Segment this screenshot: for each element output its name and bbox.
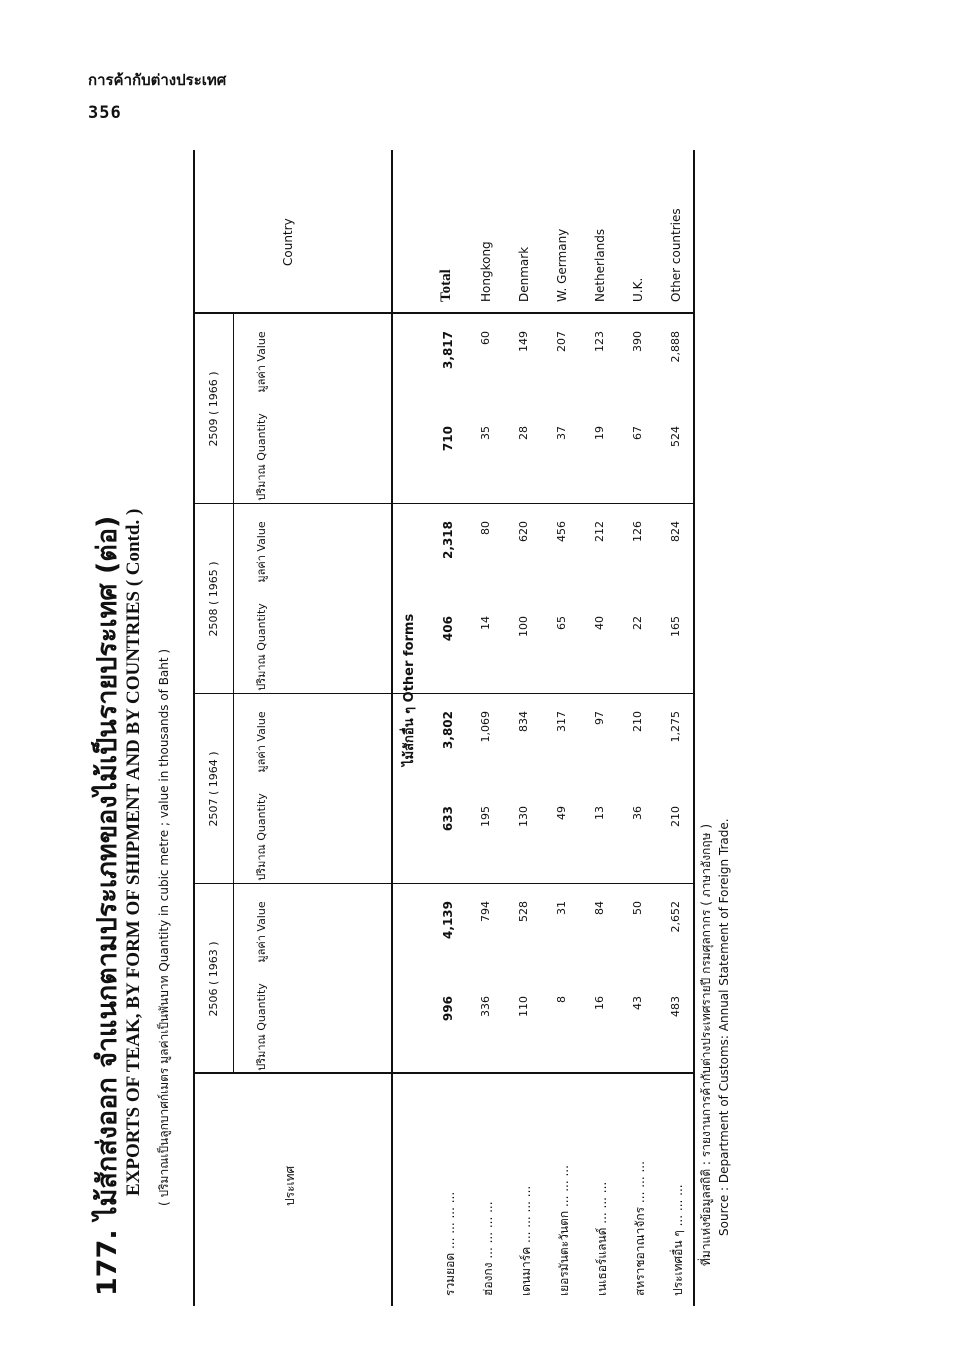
table-cell: 123	[593, 331, 606, 352]
table-cell: 37	[555, 426, 568, 440]
table-cell: 165	[669, 616, 682, 637]
export-table	[193, 150, 695, 1306]
source-thai: ที่มาแห่งข้อมูลสถิติ : รายงานการค้ากับต่างประเทศรายปี กรมศุลกากร ( ภาษาอังกฤษ )	[699, 824, 713, 1266]
table-cell: 834	[517, 711, 530, 732]
year-col-rule	[193, 693, 695, 694]
row-label-en: U.K.	[631, 277, 645, 302]
table-title-thai: 177. ไม้สักส่งออก จำแนกตามประเภทของไม้เป็นรายประเทศ (ต่อ)	[92, 515, 123, 1296]
table-title-english: EXPORTS OF TEAK, BY FORM OF SHIPMENT AND BY COUNTRIES ( Contd. )	[123, 508, 144, 1196]
year-header: 2509 ( 1966 )	[207, 371, 220, 447]
table-cell: 8	[555, 996, 568, 1003]
header-bottom-rule	[391, 150, 393, 1306]
table-cell: 67	[631, 426, 644, 440]
table-cell: 19	[593, 426, 606, 440]
table-cell: 2,318	[441, 521, 455, 559]
table-cell: 80	[479, 521, 492, 535]
table-cell: 483	[669, 996, 682, 1017]
table-cell: 60	[479, 331, 492, 345]
table-cell: 49	[555, 806, 568, 820]
row-label-en: Hongkong	[479, 241, 493, 302]
row-label-en: Other countries	[669, 208, 683, 302]
table-cell: 524	[669, 426, 682, 447]
row-label-thai: ประเทศอื่น ๆ ... ... ...	[671, 1184, 685, 1296]
table-cell: 97	[593, 711, 606, 725]
table-cell: 528	[517, 901, 530, 922]
table-cell: 31	[555, 901, 568, 915]
table-cell: 16	[593, 996, 606, 1010]
row-label-thai: เดนมาร์ค ... ... ... ...	[519, 1185, 533, 1296]
table-cell: 710	[441, 426, 455, 452]
row-label-thai: ฮ่องกง ... ... ... ...	[481, 1201, 495, 1296]
table-cell: 3,817	[441, 331, 455, 369]
table-cell: 110	[517, 996, 530, 1017]
table-cell: 43	[631, 996, 644, 1010]
title-block	[85, 150, 193, 1306]
table-cell: 1,069	[479, 711, 492, 743]
table-cell: 456	[555, 521, 568, 542]
table-top-rule	[193, 150, 195, 1306]
country-col-rule	[193, 1072, 695, 1074]
running-header: การค้ากับต่างประเทศ	[88, 71, 227, 89]
table-cell: 36	[631, 806, 644, 820]
country-header-en: Country	[281, 218, 295, 266]
table-cell: 195	[479, 806, 492, 827]
table-cell: 1,275	[669, 711, 682, 743]
row-label-thai: รวมยอด ... ... ... ...	[443, 1191, 457, 1296]
row-label-en: Denmark	[517, 246, 531, 302]
value-header: มูลค่า Value	[255, 711, 268, 773]
year-header: 2508 ( 1965 )	[207, 561, 220, 637]
table-cell: 130	[517, 806, 530, 827]
table-cell: 210	[631, 711, 644, 732]
table-cell: 2,652	[669, 901, 682, 933]
table-unit-note: ( ปริมาณเป็นลูกบาศก์เมตร มูลค่าเป็นพันบาท Quantity in cubic metre ; value in thousands of Baht )	[157, 648, 171, 1206]
quantity-header: ปริมาณ Quantity	[255, 793, 268, 881]
table-cell: 40	[593, 616, 606, 630]
table-cell: 50	[631, 901, 644, 915]
table-cell: 149	[517, 331, 530, 352]
row-label-en: W. Germany	[555, 228, 569, 302]
table-cell: 620	[517, 521, 530, 542]
table-cell: 212	[593, 521, 606, 542]
table-cell: 390	[631, 331, 644, 352]
table-cell: 14	[479, 616, 492, 630]
table-cell: 84	[593, 901, 606, 915]
table-cell: 126	[631, 521, 644, 542]
table-bottom-rule	[693, 150, 695, 1306]
table-cell: 207	[555, 331, 568, 352]
year-header: 2506 ( 1963 )	[207, 941, 220, 1017]
table-cell: 65	[555, 616, 568, 630]
table-cell: 2,888	[669, 331, 682, 363]
quantity-header: ปริมาณ Quantity	[255, 413, 268, 501]
country-header-thai: ประเทศ	[283, 1165, 297, 1206]
table-cell: 3,802	[441, 711, 455, 749]
table-cell: 35	[479, 426, 492, 440]
section-label: ไม้สักอื่น ๆ Other forms	[402, 613, 417, 766]
quantity-header: ปริมาณ Quantity	[255, 603, 268, 691]
row-label-en: Total	[438, 269, 454, 302]
source-english: Source : Department of Customs: Annual Statement of Foreign Trade.	[717, 818, 731, 1236]
quantity-header: ปริมาณ Quantity	[255, 983, 268, 1071]
table-cell: 824	[669, 521, 682, 542]
table-cell: 406	[441, 616, 455, 642]
value-header: มูลค่า Value	[255, 901, 268, 963]
table-cell: 4,139	[441, 901, 455, 939]
year-sub-rule	[233, 314, 234, 1074]
value-header: มูลค่า Value	[255, 521, 268, 583]
table-cell: 22	[631, 616, 644, 630]
row-label-thai: สหราชอาณาจักร ... ... ...	[633, 1161, 647, 1296]
year-col-rule	[193, 503, 695, 504]
rotated-table-page	[85, 150, 735, 1306]
table-cell: 633	[441, 806, 455, 832]
table-cell: 996	[441, 996, 455, 1022]
row-label-thai: เนเธอร์แลนด์ ... ... ...	[595, 1181, 609, 1296]
year-header: 2507 ( 1964 )	[207, 751, 220, 827]
row-label-en: Netherlands	[593, 228, 607, 302]
table-cell: 210	[669, 806, 682, 827]
value-header: มูลค่า Value	[255, 331, 268, 393]
table-cell: 13	[593, 806, 606, 820]
year-col-rule	[193, 883, 695, 884]
table-cell: 794	[479, 901, 492, 922]
page-number: 356	[88, 103, 122, 123]
table-cell: 317	[555, 711, 568, 732]
table-cell: 28	[517, 426, 530, 440]
table-cell: 100	[517, 616, 530, 637]
row-label-thai: เยอรมันตะวันตก ... ... ...	[557, 1165, 571, 1296]
country-en-col-rule	[193, 312, 695, 314]
table-cell: 336	[479, 996, 492, 1017]
